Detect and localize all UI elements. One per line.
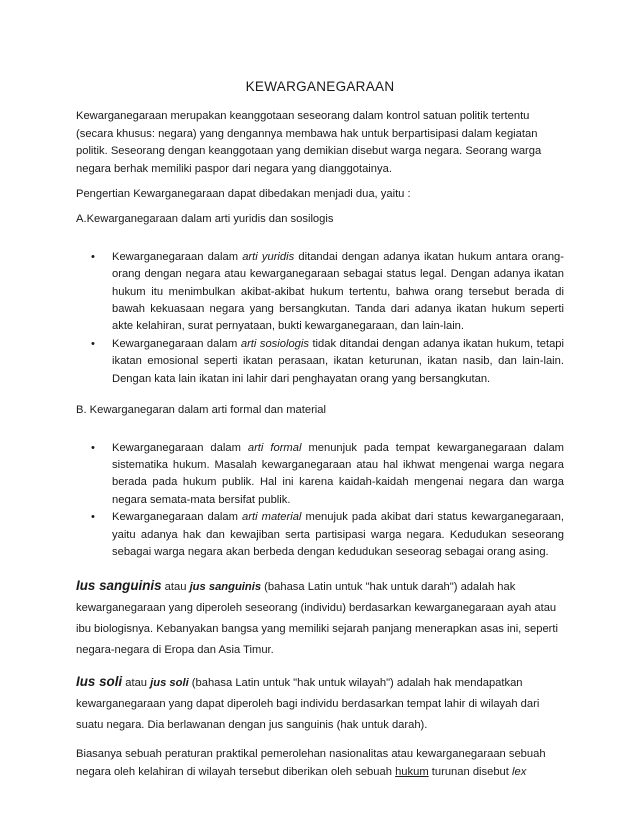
section-b-heading: B. Kewarganegaran dalam arti formal dan material — [76, 404, 326, 417]
closing-text: Biasanya sebuah peraturan praktikal pemerolehan nasionalitas atau kewarganegaraan sebuah negara oleh kelahiran di wilayah tersebut diberikan oleh sebuah — [76, 748, 546, 778]
bullet-icon: • — [91, 337, 95, 350]
list-item-text: menunjuk pada tempat kewarganegaraan dalam sistematika hukum. Masalah kewarganegaraan atau hal ikhwat mengenai warga negara berada pada hukum publik. Hal ini karena kaidah-kaidah mengenai negara dan warga negara semata-mata bersifat publik. — [112, 441, 564, 506]
ius-soli-text: (bahasa Latin untuk "hak untuk wilayah") adalah hak mendapatkan kewarganegaraan yang dapat diperoleh bagi individu berdasarkan tempat lahir di wilayah dari suatu negara. Dia berlawanan dengan jus sanguinis (hak untuk darah). — [76, 677, 540, 732]
list-item-text: Kewarganegaraan dalam — [112, 337, 241, 350]
bullet-icon: • — [91, 250, 95, 263]
ius-sanguinis-connector: atau — [161, 581, 190, 594]
list-item-term: arti material — [242, 511, 302, 524]
pengertian-line: Pengertian Kewarganegaraan dapat dibedakan menjadi dua, yaitu : — [76, 188, 411, 201]
intro-paragraph: Kewarganegaraan merupakan keanggotaan seseorang dalam kontrol satuan politik tertentu (secara khusus: negara) yang dengannya membawa hak untuk berpartisipasi dalam kegiatan politik. Seseorang dengan keanggotaan yang demikian disebut warga negara. Seorang warga negara berhak memiliki paspor dari negara yang dianggotainya. — [76, 110, 542, 175]
ius-soli-term: Ius soli — [76, 674, 123, 690]
ius-sanguinis-paragraph — [76, 575, 564, 661]
ius-soli-paragraph — [76, 671, 564, 736]
list-item-term: arti yuridis — [242, 250, 295, 263]
section-a-list — [76, 249, 564, 388]
page-title: KEWARGANEGARAAN — [245, 79, 395, 94]
list-item-text: menujuk pada akibat dari status kewarganegaraan, yaitu adanya hak dan kewajiban serta partisipasi warga negara. Kedudukan seseorang sebagai warga negara akan berbeda dengan kedudukan seseorag sebagai orang asing. — [112, 511, 564, 558]
list-item-text: Kewarganegaraan dalam — [112, 441, 248, 454]
jus-soli-term: jus soli — [150, 677, 189, 690]
ius-soli-connector: atau — [122, 677, 151, 690]
list-item — [91, 336, 564, 388]
lex-term: lex — [512, 765, 527, 778]
jus-sanguinis-term: jus sanguinis — [189, 581, 262, 594]
closing-paragraph — [76, 746, 564, 781]
section-b-list — [76, 440, 564, 562]
list-item-text: Kewarganegaraan dalam — [112, 511, 243, 524]
bullet-icon: • — [91, 441, 95, 454]
list-item — [91, 440, 564, 510]
ius-sanguinis-text: (bahasa Latin untuk "hak untuk darah") adalah hak kewarganegaraan yang diperoleh seseorang (individu) berdasarkan kewarganegaraan ayah atau ibu biologisnya. Kebanyakan bangsa yang memiliki sejarah panjang menerapkan asas ini, seperti negara-negara di Eropa dan Asia Timur. — [76, 581, 558, 657]
list-item — [91, 509, 564, 561]
list-item-term: arti sosiologis — [240, 337, 309, 350]
list-item-text: Kewarganegaraan dalam — [112, 250, 243, 263]
section-a-heading: A.Kewarganegaraan dalam arti yuridis dan sosilogis — [76, 213, 334, 226]
list-item — [91, 249, 564, 336]
closing-text: turunan disebut — [428, 765, 512, 778]
list-item-text: ditandai dengan adanya ikatan hukum antara orang-orang dengan negara atau kewarganegaraan sebagai status legal. Dengan adanya ikatan hukum itu menimbulkan akibat-akibat hukum tertentu, bahwa orang tersebut berada di bawah kekuasaan negara yang bersangkutan. Tanda dari adanya ikatan hukum seperti akte kelahiran, surat pernyataan, bukti kewarganegaraan, dan lain-lain. — [112, 250, 564, 333]
hukum-link[interactable]: hukum — [395, 765, 429, 778]
bullet-icon: • — [91, 511, 95, 524]
list-item-text: tidak ditandai dengan adanya ikatan hukum, tetapi ikatan emosional seperti ikatan perasaan, ikatan keturunan, ikatan nasib, dan lain-lain. Dengan kata lain ikatan ini lahir dari penghayatan orang yang bersangkutan. — [112, 337, 564, 385]
ius-sanguinis-term: Ius sanguinis — [76, 578, 162, 594]
list-item-term: arti formal — [247, 441, 302, 454]
